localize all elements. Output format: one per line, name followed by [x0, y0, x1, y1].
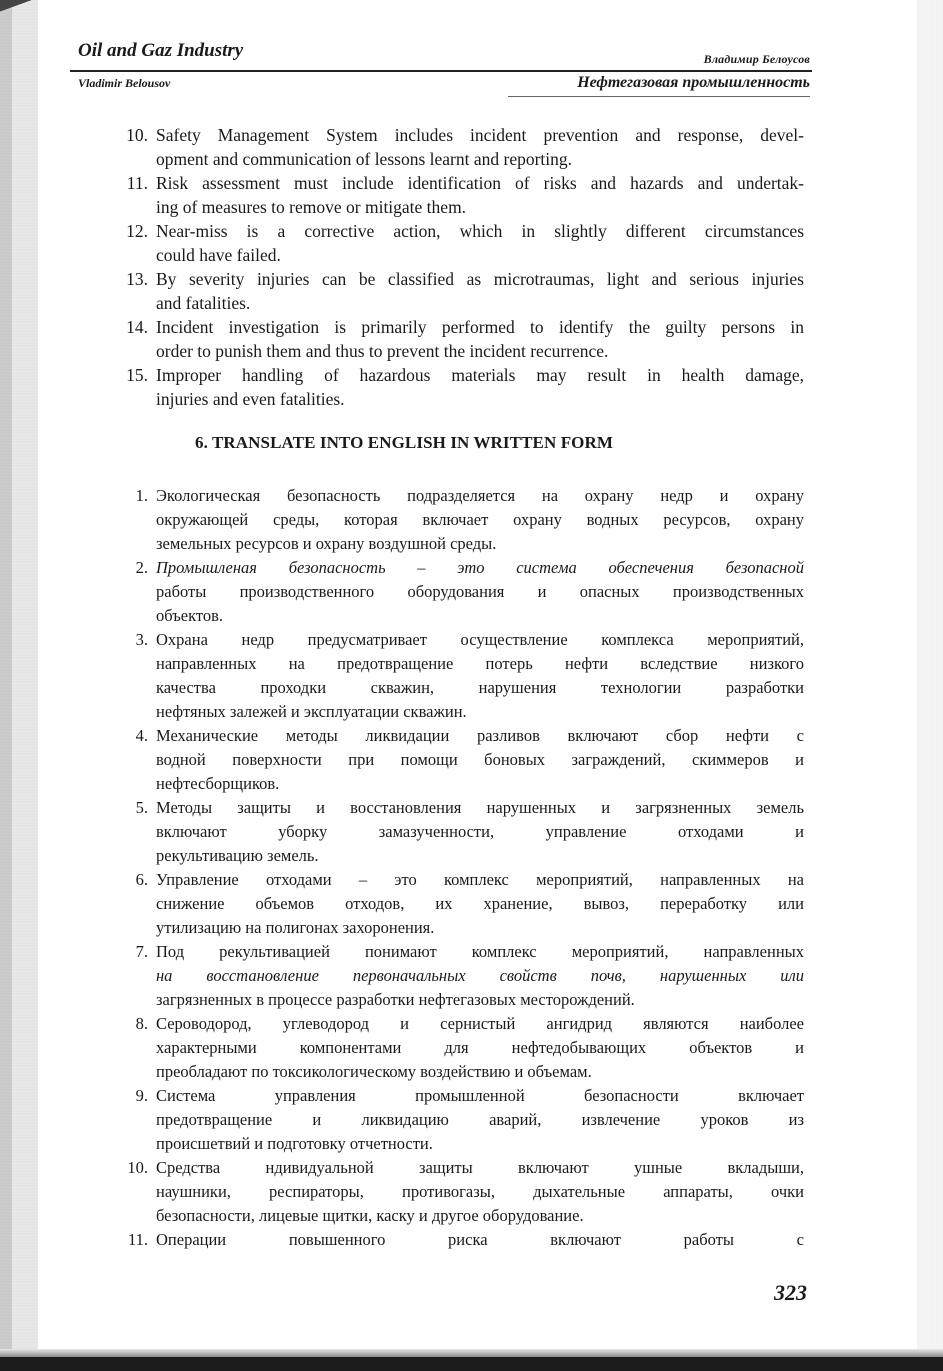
item-text: Экологическая безопасность подразделяется на охрану недр и охрану окружающей среды, которая включает охрану водных ресурсов, охрану земельных ресурсов и охрану воздушной среды. — [156, 486, 804, 553]
section-heading: 6. TRANSLATE INTO ENGLISH IN WRITTEN FORM — [195, 433, 614, 452]
item-text: Safety Management System includes incident prevention and response, devel- opment and communication of lessons learnt and reporting. — [156, 125, 804, 169]
item-text: Управление отходами – это комплекс мероприятий, направленных на снижение объемов отходов, их хранение, вывоз, переработку или утилизацию на полигонах захоронения. — [156, 870, 804, 937]
item-number: 10. — [126, 125, 148, 145]
item-text: Сероводород, углеводород и сернистый ангидрид являются наиболее характерными компонентами для нефтедобывающих объектов и преобладают по токсикологическому воздействию и объемам. — [156, 1014, 804, 1081]
scan-shadow-bottom — [0, 1349, 943, 1357]
item-number: 1. — [135, 486, 148, 505]
page-number: 323 — [774, 1280, 807, 1305]
running-header-title: Oil and Gaz Industry — [78, 40, 244, 61]
item-number: 11. — [126, 173, 148, 193]
item-number: 14. — [126, 317, 148, 337]
item-number: 15. — [126, 365, 148, 385]
item-number: 8. — [135, 1014, 148, 1033]
running-header-author-ru: Владимир Белоусов — [703, 52, 810, 66]
item-text: Система управления промышленной безопасности включает предотвращение и ликвидацию аварий, извлечение уроков из происшетвий и подготовку отчетности. — [156, 1086, 804, 1153]
item-number: 6. — [135, 870, 148, 889]
item-text: Под рекультивацией понимают комплекс мероприятий, направленных на восстановление первоначальных свойств почв, нарушенных или загрязненных в процессе разработки нефтегазовых месторождений. — [156, 942, 804, 1009]
item-number: 2. — [135, 558, 148, 577]
item-text: Механические методы ликвидации разливов включают сбор нефти с водной поверхности при помощи боновых заграждений, скиммеров и нефтесборщиков. — [156, 726, 804, 793]
item-text: Операции повышенного риска включают работы с — [156, 1230, 804, 1249]
scan-shadow-left — [0, 0, 38, 1371]
item-number: 11. — [127, 1230, 148, 1249]
scan-corner-mark — [0, 0, 40, 14]
item-text: Методы защиты и восстановления нарушенных и загрязненных земель включают уборку замазученности, управление отходами и рекультивацию земель. — [156, 798, 804, 865]
item-text: Промышленая безопасность – это система обеспечения безопасной работы производственного оборудования и опасных производственных объектов. — [156, 558, 804, 625]
item-number: 3. — [135, 630, 148, 649]
item-text: Risk assessment must include identification of risks and hazards and undertak- ing of measures to remove or mitigate them. — [156, 173, 804, 217]
running-header-author: Vladimir Belousov — [78, 76, 171, 90]
item-number: 7. — [135, 942, 148, 961]
item-number: 4. — [135, 726, 148, 745]
item-text: Средства ндивидуальной защиты включают ушные вкладыши, наушники, респираторы, противогазы, дыхательные аппараты, очки безопасности, лицевые щитки, каску и другое оборудование. — [156, 1158, 804, 1225]
item-number: 5. — [135, 798, 148, 817]
running-header-title-ru: Нефтегазовая промышленность — [577, 74, 810, 91]
scan-edge-bottom — [0, 1357, 943, 1371]
item-text: Incident investigation is primarily performed to identify the guilty persons in order to punish them and thus to prevent the incident recurrence. — [156, 317, 804, 361]
item-text: By severity injuries can be classified as microtraumas, light and serious injuries and fatalities. — [156, 269, 804, 313]
header-rule — [70, 70, 812, 72]
item-text: Improper handling of hazardous materials may result in health damage, injuries and even fatalities. — [156, 365, 804, 409]
item-number: 9. — [135, 1086, 148, 1105]
item-text: Охрана недр предусматривает осуществление комплекса мероприятий, направленных на предотвращение потерь нефти вследствие низкого качества проходки скважин, нарушения технологии разработки нефтяных залежей и эксплуатации скважин. — [156, 630, 804, 721]
header-underline — [508, 96, 810, 97]
item-number: 10. — [127, 1158, 148, 1177]
item-number: 13. — [126, 269, 148, 289]
item-number: 12. — [126, 221, 148, 241]
item-text: Near-miss is a corrective action, which in slightly different circumstances could have failed. — [156, 221, 804, 265]
scan-shadow-right — [917, 0, 943, 1371]
